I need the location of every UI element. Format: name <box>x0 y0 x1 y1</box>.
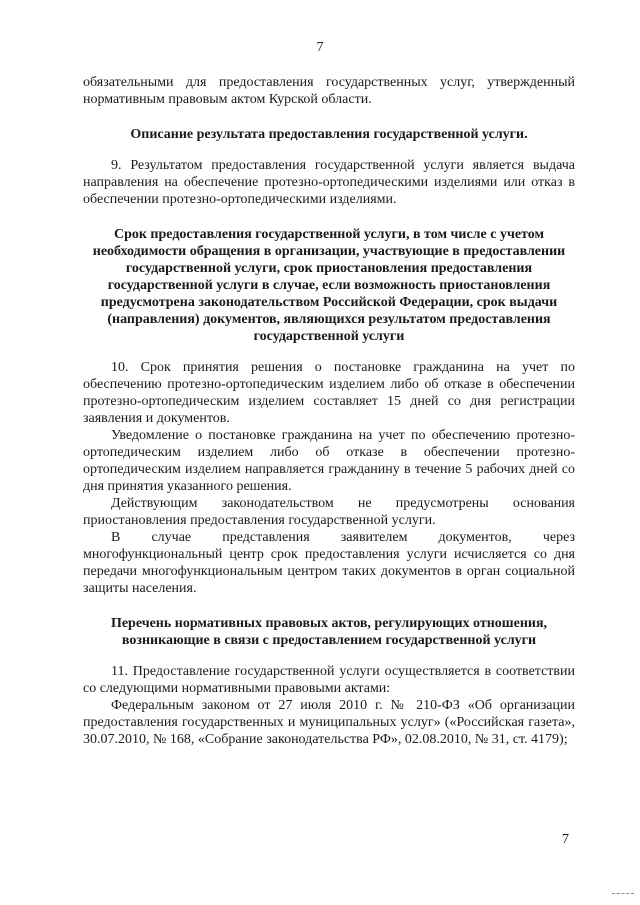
paragraph-11: 11. Предоставление государственной услуги осуществляется в соответствии со следующими нормативными правовыми актами: <box>83 664 575 696</box>
section-heading-deadlines: Срок предоставления государственной услуги, в том числе с учетом необходимости обращения в организации, участвующие в предоставлении государственной услуги, срок приостановления предоставления государственной услуги в случае, если возможность приостановления предусмотрена законодательством Российской Федерации, срок выдачи (направления) документов, являющихся результатом предоставления государственной услуги <box>92 227 566 344</box>
intro-paragraph: обязательными для предоставления государственных услуг, утвержденный нормативным правовым актом Курской области. <box>83 75 575 107</box>
page-number-top: 7 <box>316 40 324 55</box>
paragraph-mfc: В случае представления заявителем документов, через многофункциональный центр срок предоставления услуги исчисляется со дня передачи многофункциональным центром таких документов в орган социальной защиты населения. <box>83 530 575 596</box>
paragraph-notification: Уведомление о постановке гражданина на учет по обеспечению протезно-ортопедическим изделием либо об отказе в обеспечении протезно-ортопедическим изделием направляется гражданину в течение 5 рабочих дней со дня принятия указанного решения. <box>83 428 575 494</box>
paragraph-10: 10. Срок принятия решения о постановке гражданина на учет по обеспечению протезно-ортопедическим изделием либо об отказе в обеспечении протезно-ортопедическим изделием составляет 15 дней со дня регистрации заявления и документов. <box>83 360 575 426</box>
section-heading-result: Описание результата предоставления государственной услуги. <box>130 127 528 142</box>
paragraph-suspension: Действующим законодательством не предусмотрены основания приостановления предоставления государственной услуги. <box>83 496 575 528</box>
document-body <box>83 74 575 748</box>
scan-corner-mark <box>612 893 634 896</box>
paragraph-9: 9. Результатом предоставления государственной услуги является выдача направления на обеспечение протезно-ортопедическими изделиями или отказ в обеспечении протезно-ортопедическими изделиями. <box>83 158 575 207</box>
page-number-bottom: 7 <box>562 832 569 847</box>
section-heading-legal-acts: Перечень нормативных правовых актов, регулирующих отношения, возникающие в связи с предоставлением государственной услуги <box>110 616 548 648</box>
paragraph-federal-law: Федеральным законом от 27 июля 2010 г. № 210-ФЗ «Об организации предоставления государственных и муниципальных услуг» («Российская газета», 30.07.2010, № 168, «Собрание законодательства РФ», 02.08.2010, № 31, ст. 4179); <box>83 698 575 747</box>
